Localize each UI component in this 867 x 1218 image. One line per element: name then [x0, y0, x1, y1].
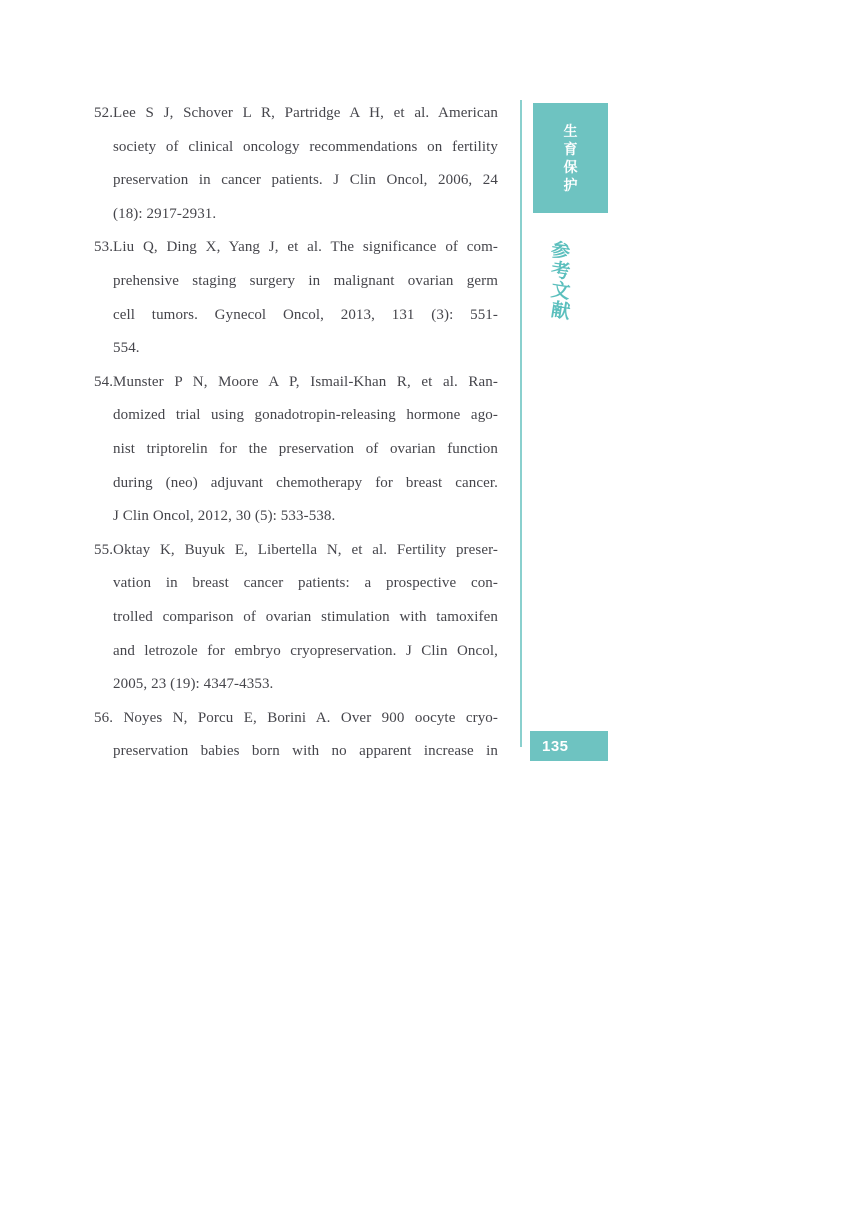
reference-line: 55.Oktay K, Buyuk E, Libertella N, et al. Fertility preser-	[94, 541, 498, 558]
reference-line: 554.	[113, 340, 140, 357]
reference-line: 53.Liu Q, Ding X, Yang J, et al. The significance of com-	[94, 239, 498, 256]
reference-line: 52.Lee S J, Schover L R, Partridge A H, et al. American	[94, 105, 498, 121]
cjk-character: 育	[563, 141, 578, 157]
section-label	[549, 239, 573, 324]
reference-line: preservation in cancer patients. J Clin Oncol, 2006, 24	[113, 172, 498, 189]
page-number: 135	[542, 737, 569, 755]
page-number-badge	[530, 731, 608, 761]
reference-line: and letrozole for embryo cryopreservation. J Clin Oncol,	[113, 642, 498, 659]
cjk-character: 参	[549, 239, 573, 264]
reference-line: cell tumors. Gynecol Oncol, 2013, 131 (3): 551-	[113, 306, 498, 323]
references-list	[94, 97, 498, 769]
reference-line: during (neo) adjuvant chemotherapy for breast cancer.	[113, 474, 498, 491]
reference-line: nist triptorelin for the preservation of ovarian function	[113, 440, 498, 457]
cjk-character: 考	[549, 259, 573, 284]
reference-line: vation in breast cancer patients: a prospective con-	[113, 575, 498, 592]
reference-line: 2005, 23 (19): 4347-4353.	[113, 676, 274, 693]
reference-line: J Clin Oncol, 2012, 30 (5): 533-538.	[113, 508, 336, 525]
cjk-character: 献	[549, 299, 573, 324]
reference-line: (18): 2917-2931.	[113, 205, 217, 222]
cjk-character: 文	[549, 279, 573, 304]
cjk-character: 保	[563, 159, 578, 175]
chapter-tab	[533, 103, 608, 213]
reference-item-56	[94, 702, 498, 769]
reference-line: 56. Noyes N, Porcu E, Borini A. Over 900 oocyte cryo-	[94, 709, 498, 726]
reference-line: society of clinical oncology recommendations on fertility	[113, 138, 498, 155]
reference-item-54	[94, 366, 498, 534]
reference-item-55	[94, 534, 498, 702]
reference-item-52	[94, 97, 498, 231]
sidebar-divider-line	[520, 100, 522, 747]
reference-item-53	[94, 231, 498, 365]
reference-line: preservation babies born with no apparent increase in	[113, 743, 498, 760]
reference-line: prehensive staging surgery in malignant ovarian germ	[113, 272, 498, 289]
reference-line: trolled comparison of ovarian stimulation with tamoxifen	[113, 608, 498, 625]
reference-line: 54.Munster P N, Moore A P, Ismail-Khan R, et al. Ran-	[94, 373, 498, 390]
cjk-character: 护	[563, 177, 578, 193]
reference-line: domized trial using gonadotropin-releasing hormone ago-	[113, 407, 498, 424]
cjk-character: 生	[563, 123, 578, 139]
